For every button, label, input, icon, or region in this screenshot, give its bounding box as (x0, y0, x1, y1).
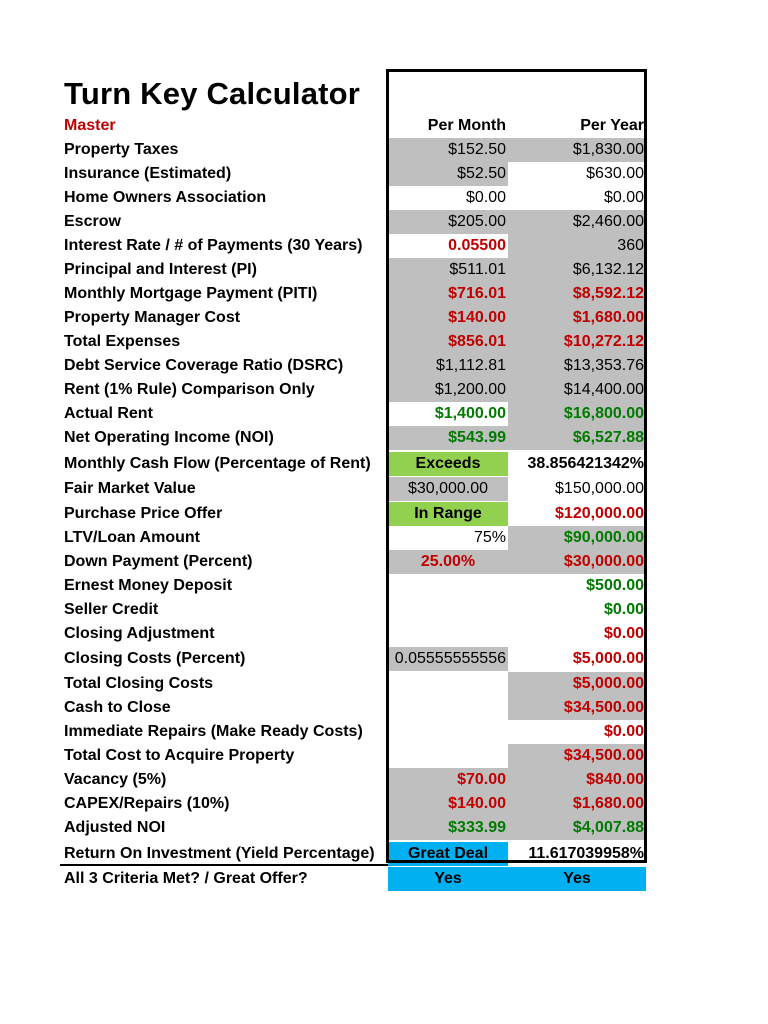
per-month-cell[interactable]: $333.99 (388, 816, 508, 840)
row-label: Purchase Price Offer (64, 505, 223, 522)
row-label: LTV/Loan Amount (64, 529, 200, 546)
table-row (0, 210, 768, 234)
per-year-cell[interactable]: $90,000.00 (508, 526, 646, 550)
table-row (0, 768, 768, 792)
row-label: All 3 Criteria Met? / Great Offer? (64, 870, 308, 887)
roi-status-badge: Great Deal (388, 842, 508, 866)
table-row (0, 647, 768, 671)
table-row (0, 378, 768, 402)
per-year-cell[interactable]: $1,830.00 (508, 138, 646, 162)
per-month-cell[interactable]: $140.00 (388, 306, 508, 330)
per-year-cell[interactable]: $120,000.00 (555, 505, 644, 522)
per-year-cell[interactable]: 360 (508, 234, 646, 258)
table-row (0, 696, 768, 720)
row-label: Vacancy (5%) (64, 771, 167, 788)
table-row (0, 816, 768, 840)
table-row (0, 526, 768, 550)
table-row (0, 502, 768, 526)
row-label: Home Owners Association (64, 189, 267, 206)
table-row (0, 842, 768, 866)
row-label: Total Closing Costs (64, 675, 214, 692)
per-month-cell[interactable]: $1,400.00 (434, 405, 506, 422)
row-label: Closing Adjustment (64, 625, 215, 642)
great-offer-badge: Yes (508, 867, 646, 891)
per-year-cell[interactable]: $500.00 (586, 577, 644, 594)
table-row (0, 162, 768, 186)
per-month-cell[interactable] (388, 672, 508, 696)
per-year-cell[interactable]: $150,000.00 (555, 480, 644, 497)
per-year-cell[interactable]: $1,680.00 (508, 792, 646, 816)
row-label: Total Expenses (64, 333, 181, 350)
row-label: Cash to Close (64, 699, 171, 716)
table-row (0, 867, 768, 891)
table-row (0, 477, 768, 501)
per-year-cell[interactable]: $34,500.00 (508, 744, 646, 768)
per-month-cell[interactable] (388, 696, 508, 720)
per-year-cell[interactable]: $6,527.88 (508, 426, 646, 450)
per-year-cell[interactable]: $10,272.12 (508, 330, 646, 354)
table-row (0, 720, 768, 744)
row-label: Principal and Interest (PI) (64, 261, 257, 278)
per-month-cell[interactable]: $1,200.00 (388, 378, 508, 402)
per-month-cell[interactable]: $140.00 (388, 792, 508, 816)
per-year-cell[interactable]: $4,007.88 (508, 816, 646, 840)
row-label: Seller Credit (64, 601, 159, 618)
row-label: CAPEX/Repairs (10%) (64, 795, 230, 812)
table-row (0, 186, 768, 210)
per-year-cell[interactable]: $14,400.00 (508, 378, 646, 402)
table-row (0, 306, 768, 330)
per-year-cell[interactable]: $0.00 (603, 723, 644, 740)
row-label: Actual Rent (64, 405, 153, 422)
per-year-header: Per Year (580, 117, 644, 134)
per-month-cell[interactable]: $543.99 (388, 426, 508, 450)
table-row (0, 550, 768, 574)
per-month-cell[interactable] (388, 622, 508, 646)
header-row (0, 114, 768, 138)
per-year-cell[interactable]: $16,800.00 (508, 402, 646, 426)
per-month-cell[interactable]: $30,000.00 (388, 477, 508, 501)
table-row (0, 426, 768, 450)
per-year-cell[interactable]: $0.00 (603, 189, 644, 206)
table-row (0, 258, 768, 282)
row-label: Down Payment (Percent) (64, 553, 253, 570)
offer-status-badge: In Range (388, 502, 508, 526)
per-month-cell[interactable]: $70.00 (388, 768, 508, 792)
row-label: Monthly Mortgage Payment (PITI) (64, 285, 318, 302)
per-year-cell[interactable]: $0.00 (603, 625, 644, 642)
row-label: Return On Investment (Yield Percentage) (64, 845, 375, 862)
per-year-cell[interactable]: $6,132.12 (508, 258, 646, 282)
criteria-met-badge: Yes (388, 867, 508, 891)
row-label: Interest Rate / # of Payments (30 Years) (64, 237, 363, 254)
table-row (0, 574, 768, 598)
table-row (0, 452, 768, 476)
per-year-cell[interactable]: $30,000.00 (508, 550, 646, 574)
table-row (0, 622, 768, 646)
per-month-cell[interactable] (388, 744, 508, 768)
per-month-cell[interactable]: 25.00% (388, 550, 508, 574)
table-row (0, 598, 768, 622)
per-month-cell[interactable]: 0.05555555556 (388, 647, 508, 671)
row-label: Monthly Cash Flow (Percentage of Rent) (64, 455, 371, 472)
table-row (0, 744, 768, 768)
per-month-cell[interactable]: $52.50 (388, 162, 508, 186)
per-month-header: Per Month (427, 117, 506, 134)
row-label: Immediate Repairs (Make Ready Costs) (64, 723, 363, 740)
row-label: Ernest Money Deposit (64, 577, 233, 594)
per-month-cell[interactable] (388, 720, 508, 744)
row-label: Total Cost to Acquire Property (64, 747, 295, 764)
row-label: Net Operating Income (NOI) (64, 429, 274, 446)
table-row (0, 234, 768, 258)
per-month-cell[interactable]: $0.00 (465, 189, 506, 206)
per-month-cell[interactable]: $716.01 (388, 282, 508, 306)
row-label: Escrow (64, 213, 121, 230)
page-title: Turn Key Calculator (64, 76, 361, 111)
per-month-cell[interactable]: 75% (473, 529, 506, 546)
per-month-cell[interactable]: $1,112.81 (388, 354, 508, 378)
row-label: Rent (1% Rule) Comparison Only (64, 381, 315, 398)
table-row (0, 282, 768, 306)
row-label: Adjusted NOI (64, 819, 166, 836)
per-year-cell[interactable]: 38.856421342% (527, 455, 644, 472)
per-year-cell[interactable]: $2,460.00 (508, 210, 646, 234)
table-row (0, 792, 768, 816)
table-row (0, 402, 768, 426)
table-row (0, 330, 768, 354)
per-year-cell[interactable]: $8,592.12 (508, 282, 646, 306)
row-label: Insurance (Estimated) (64, 165, 232, 182)
per-month-cell[interactable]: $205.00 (388, 210, 508, 234)
per-month-cell[interactable] (388, 598, 508, 622)
per-year-cell[interactable]: $840.00 (508, 768, 646, 792)
per-month-cell[interactable]: $511.01 (388, 258, 508, 282)
row-label: Fair Market Value (64, 480, 196, 497)
row-label: Closing Costs (Percent) (64, 650, 246, 667)
per-month-cell[interactable]: $856.01 (388, 330, 508, 354)
row-label: Property Taxes (64, 141, 179, 158)
bottom-rule (60, 864, 388, 866)
table-row (0, 672, 768, 696)
row-label: Property Manager Cost (64, 309, 241, 326)
per-month-cell[interactable] (388, 574, 508, 598)
table-row (0, 354, 768, 378)
per-year-cell[interactable]: 11.617039958% (528, 845, 644, 862)
cash-flow-status-badge: Exceeds (388, 452, 508, 476)
per-year-cell[interactable]: $5,000.00 (572, 650, 644, 667)
per-year-cell[interactable]: $34,500.00 (508, 696, 646, 720)
per-month-cell[interactable]: 0.05500 (448, 237, 506, 254)
per-year-cell[interactable]: $13,353.76 (508, 354, 646, 378)
master-label: Master (64, 117, 116, 134)
per-year-cell[interactable]: $5,000.00 (508, 672, 646, 696)
table-row (0, 138, 768, 162)
per-year-cell[interactable]: $1,680.00 (508, 306, 646, 330)
per-year-cell[interactable]: $630.00 (586, 165, 644, 182)
per-month-cell[interactable]: $152.50 (388, 138, 508, 162)
row-label: Debt Service Coverage Ratio (DSRC) (64, 357, 344, 374)
per-year-cell[interactable]: $0.00 (603, 601, 644, 618)
